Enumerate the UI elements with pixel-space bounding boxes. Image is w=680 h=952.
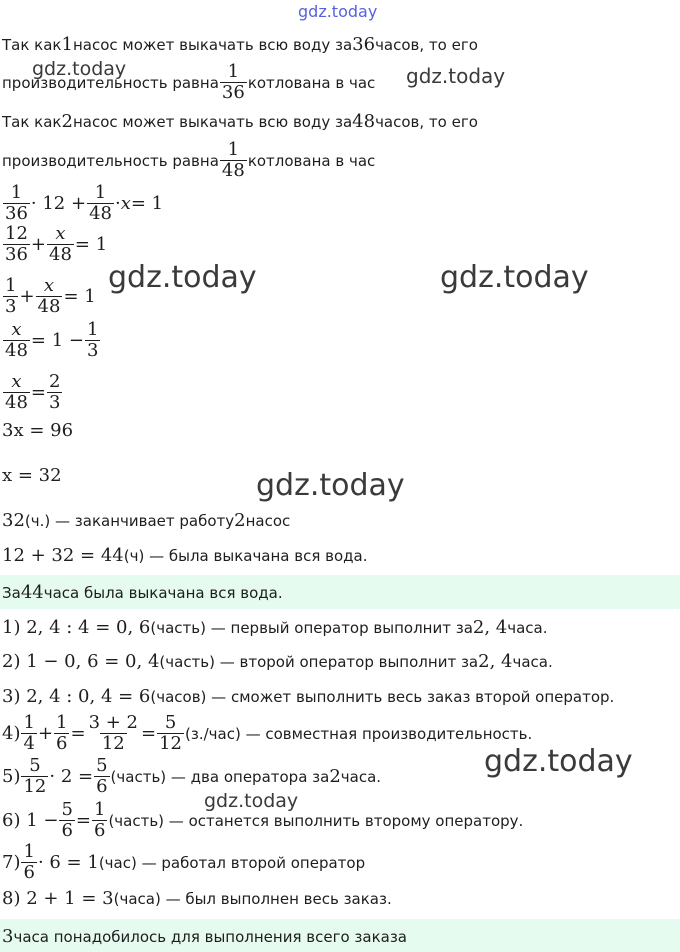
text-line-3: Так как 2 насос может выкачать всю воду за 48 часов, то его	[2, 111, 478, 132]
fraction: $\frac{12}{36}$	[5, 223, 28, 265]
fraction: $\frac{1}{6}$	[23, 841, 35, 883]
fraction: $\frac{1}{6}$	[56, 712, 68, 754]
fraction: $\frac{1}{48}$	[221, 139, 245, 181]
statement-2: 12 + 32 = 44 (ч) — была выкачана вся вода.	[2, 545, 368, 566]
fraction: $\frac{x}{48}$	[37, 275, 61, 317]
fraction: $\frac{5}{6}$	[96, 755, 108, 797]
fraction: $\frac{1}{48}$	[89, 182, 112, 224]
fraction: $\frac{1}{36}$	[5, 182, 28, 224]
fraction: $\frac{3 + 2}{12}$	[88, 712, 139, 754]
fraction: $\frac{5}{6}$	[61, 799, 73, 841]
statement-1: 32 (ч.) — заканчивает работу 2 насос	[2, 510, 291, 531]
watermark: gdz.today	[440, 260, 589, 295]
watermark: gdz.today	[108, 260, 257, 295]
watermark-top: gdz.today	[298, 2, 378, 21]
equation-3: $\frac{1}{3}$ + $\frac{x}{48}$ = 1	[5, 275, 96, 317]
fraction: $\frac{1}{3}$	[86, 319, 99, 361]
text-line-4: производительность равна $\frac{1}{48}$ котлована в час	[2, 139, 376, 181]
fraction: $\frac{x}{48}$	[49, 223, 72, 265]
fraction: $\frac{2}{3}$	[49, 371, 61, 413]
step-7: 7) $\frac{1}{6}$ · 6 = 1 (час) — работал второй оператор	[2, 841, 366, 883]
step-2: 2) 1 − 0, 6 = 0, 4 (часть) — второй оператор выполнит за 2, 4 часа.	[2, 651, 553, 672]
text-line-1: Так как 1 насос может выкачать всю воду за 36 часов, то его	[2, 34, 478, 55]
watermark: gdz.today	[32, 58, 127, 80]
watermark: gdz.today	[256, 468, 405, 503]
equation-7: x = 32	[2, 465, 62, 486]
answer-2: 3 часа понадобилось для выполнения всего заказа	[2, 926, 407, 947]
fraction: $\frac{5}{12}$	[23, 755, 47, 797]
equation-6: 3x = 96	[2, 420, 74, 441]
step-5: 5) $\frac{5}{12}$ · 2 = $\frac{5}{6}$ (часть) — два оператора за 2 часа.	[2, 755, 382, 797]
fraction: $\frac{1}{6}$	[94, 799, 106, 841]
equation-2: $\frac{12}{36}$ + $\frac{x}{48}$ = 1	[5, 223, 108, 265]
step-4: 4) $\frac{1}{4}$ + $\frac{1}{6}$ = $\frac{3 + 2}{12}$ = $\frac{5}{12}$ (з./час) — совместная производительность.	[2, 712, 533, 754]
watermark: gdz.today	[204, 790, 299, 812]
watermark: gdz.today	[484, 744, 633, 779]
watermark: gdz.today	[406, 64, 506, 88]
step-8: 8) 2 + 1 = 3 (часа) — был выполнен весь заказ.	[2, 888, 392, 909]
step-1: 1) 2, 4 : 4 = 0, 6 (часть) — первый оператор выполнит за 2, 4 часа.	[2, 617, 548, 638]
fraction: $\frac{5}{12}$	[159, 712, 183, 754]
equation-1: $\frac{1}{36}$ · 12 + $\frac{1}{48}$ · x = 1	[5, 182, 164, 224]
equation-4: $\frac{x}{48}$ = 1 − $\frac{1}{3}$	[5, 319, 99, 361]
answer-1: За 44 часа была выкачана вся вода.	[2, 582, 283, 603]
step-3: 3) 2, 4 : 0, 4 = 6 (часов) — сможет выполнить весь заказ второй оператор.	[2, 686, 615, 707]
fraction: $\frac{x}{48}$	[5, 319, 28, 361]
fraction: $\frac{1}{36}$	[221, 61, 245, 103]
fraction: $\frac{1}{3}$	[5, 275, 17, 317]
fraction: $\frac{1}{4}$	[23, 712, 35, 754]
text-line-2: производительность равна $\frac{1}{36}$ котлована в час	[2, 61, 376, 103]
equation-5: $\frac{x}{48}$ = $\frac{2}{3}$	[5, 371, 61, 413]
fraction: $\frac{x}{48}$	[5, 371, 28, 413]
step-6: 6) 1 − $\frac{5}{6}$ = $\frac{1}{6}$ (часть) — останется выполнить второму оператору.	[2, 799, 524, 841]
